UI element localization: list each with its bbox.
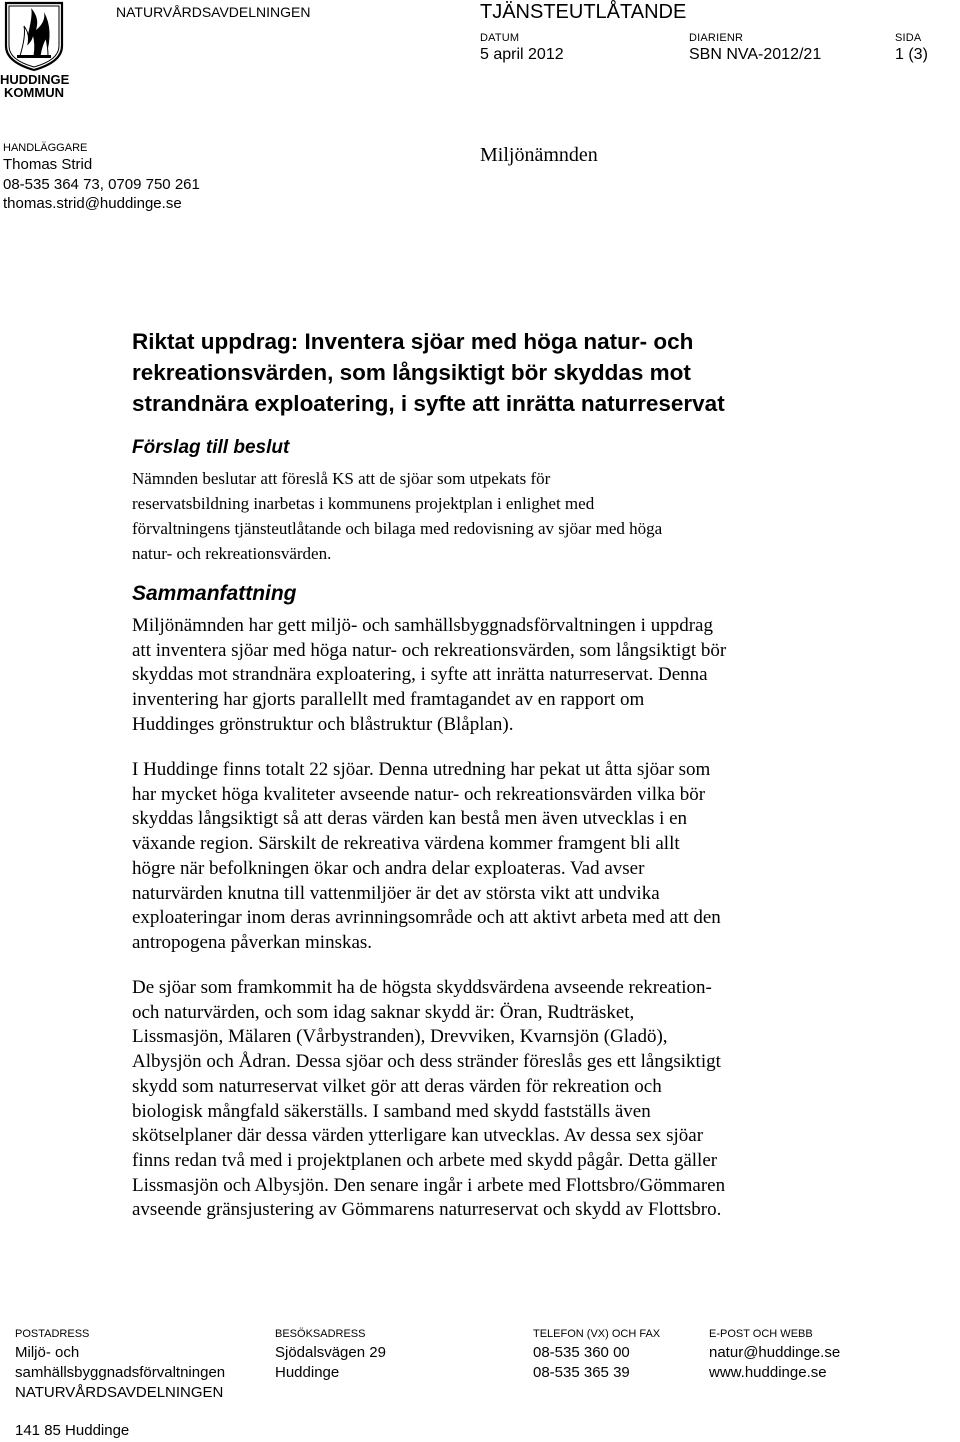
text-line: naturvärden knutna till vattenmiljöer är det av största vikt att undvika	[132, 882, 660, 904]
page-label: SIDA	[895, 32, 922, 44]
footer-postal-line: NATURVÅRDSAVDELNINGEN	[15, 1384, 224, 1401]
document-title	[132, 326, 932, 419]
summary-paragraph-2	[132, 758, 942, 956]
summary-heading: Sammanfattning	[132, 582, 297, 605]
reference-label: DIARIENR	[689, 32, 744, 44]
page-value: 1 (3)	[895, 46, 928, 63]
text-line: antropogena påverkan minskas.	[132, 931, 373, 953]
text-line: biologisk mångfald säkerställs. I samband med skydd fastställs även	[132, 1100, 651, 1122]
proposal-heading: Förslag till beslut	[132, 437, 290, 458]
text-line: växande region. Särskilt de rekreativa värdena kommer framgent bli allt	[132, 833, 680, 855]
text-line: Lissmasjön och Albysjön. Den senare ingår i arbete med Flottsbro/Gömmaren	[132, 1174, 726, 1196]
summary-paragraph-1	[132, 614, 942, 738]
text-line: Huddinges grönstruktur och blåstruktur (Blåplan).	[132, 713, 514, 735]
text-line: reservatsbildning inarbetas i kommunens projektplan i enlighet med	[132, 494, 595, 513]
text-line: skyddas mot strandnära exploatering, i syfte att inrätta naturreservat. Denna	[132, 664, 708, 686]
footer-email-label: E-POST OCH WEBB	[709, 1328, 813, 1340]
text-line: och naturvärden, och som idag saknar skydd är: Öran, Rudträsket,	[132, 1001, 635, 1023]
title-line: rekreationsvärden, som långsiktigt bör skyddas mot	[132, 360, 691, 385]
text-line: Lissmasjön, Mälaren (Vårbystranden), Drevviken, Kvarnsjön (Gladö),	[132, 1026, 668, 1048]
footer-postal-city: 141 85 Huddinge	[15, 1422, 130, 1439]
date-value: 5 april 2012	[480, 46, 564, 63]
text-line: natur- och rekreationsvärden.	[132, 544, 332, 563]
text-line: exploateringar inom deras avrinningsområde och att aktivt arbeta med att den	[132, 907, 721, 929]
text-line: högre när befolkningen ökar och andra delar exploateras. Vad avser	[132, 857, 645, 879]
logo-text-line2: KOMMUN	[4, 85, 64, 100]
text-line: Miljönämnden har gett miljö- och samhällsbyggnadsförvaltningen i uppdrag	[132, 615, 713, 636]
coat-of-arms-icon	[0, 0, 68, 72]
text-line: har mycket höga kvaliteter avseende natur- och rekreationsvärden vilka bör	[132, 783, 706, 805]
footer-phone-line: 08-535 360 00	[533, 1344, 630, 1361]
footer-visiting-line: Huddinge	[275, 1364, 340, 1381]
department-name: NATURVÅRDSAVDELNINGEN	[116, 4, 311, 20]
text-line: I Huddinge finns totalt 22 sjöar. Denna utredning har pekat ut åtta sjöar som	[132, 759, 711, 780]
summary-paragraph-3	[132, 976, 942, 1223]
text-line: skötselplaner där dessa värden ytterligare kan utvecklas. Av dessa sex sjöar	[132, 1125, 704, 1147]
reference-value: SBN NVA-2012/21	[689, 46, 822, 63]
text-line: skyddas långsiktigt så att deras värden kan bestå men även utvecklas i en	[132, 808, 688, 830]
text-line: Albysjön och Ådran. Dessa sjöar och dess stränder föreslås ges ett långsiktigt	[132, 1051, 721, 1073]
footer-postal-label: POSTADRESS	[15, 1328, 90, 1340]
document-type: TJÄNSTEUTLÅTANDE	[480, 1, 687, 23]
title-line: strandnära exploatering, i syfte att inrätta naturreservat	[132, 391, 725, 416]
text-line: De sjöar som framkommit ha de högsta skyddsvärdena avseende rekreation-	[132, 977, 712, 998]
text-line: skydd som naturreservat vilket gör att deras värden för rekreation och	[132, 1075, 662, 1097]
handler-label: HANDLÄGGARE	[3, 142, 88, 154]
footer-postal-line: Miljö- och	[15, 1344, 80, 1361]
footer-web-link[interactable]: www.huddinge.se	[709, 1364, 827, 1381]
footer-postal-line: samhällsbyggnadsförvaltningen	[15, 1364, 226, 1381]
proposal-paragraph	[132, 466, 942, 566]
footer-visiting-label: BESÖKSADRESS	[275, 1328, 366, 1340]
text-line: inventering har gjorts parallellt med framtagandet av en rapport om	[132, 689, 645, 711]
handler-phone: 08-535 364 73, 0709 750 261	[3, 176, 200, 193]
footer-phone-label: TELEFON (VX) OCH FAX	[533, 1328, 661, 1340]
footer-visiting-line: Sjödalsvägen 29	[275, 1344, 386, 1361]
text-line: finns redan två med i projektplanen och arbete med skydd pågår. Detta gäller	[132, 1149, 718, 1171]
footer-email-link[interactable]: natur@huddinge.se	[709, 1344, 841, 1361]
date-label: DATUM	[480, 32, 520, 44]
footer-phone-line: 08-535 365 39	[533, 1364, 630, 1381]
title-line: Riktat uppdrag: Inventera sjöar med höga natur- och	[132, 329, 694, 354]
text-line: förvaltningens tjänsteutlåtande och bilaga med redovisning av sjöar med höga	[132, 519, 663, 538]
text-line: att inventera sjöar med höga natur- och rekreationsvärden, som långsiktigt bör	[132, 639, 727, 661]
handler-email: thomas.strid@huddinge.se	[3, 195, 182, 212]
handler-name: Thomas Strid	[3, 156, 93, 173]
text-line: avseende gränsjustering av Gömmarens naturreservat och skydd av Flottsbro.	[132, 1199, 722, 1221]
recipient: Miljönämnden	[480, 144, 598, 166]
logo-text-line1: HUDDINGE	[0, 72, 70, 87]
text-line: Nämnden beslutar att föreslå KS att de sjöar som utpekats för	[132, 469, 551, 488]
